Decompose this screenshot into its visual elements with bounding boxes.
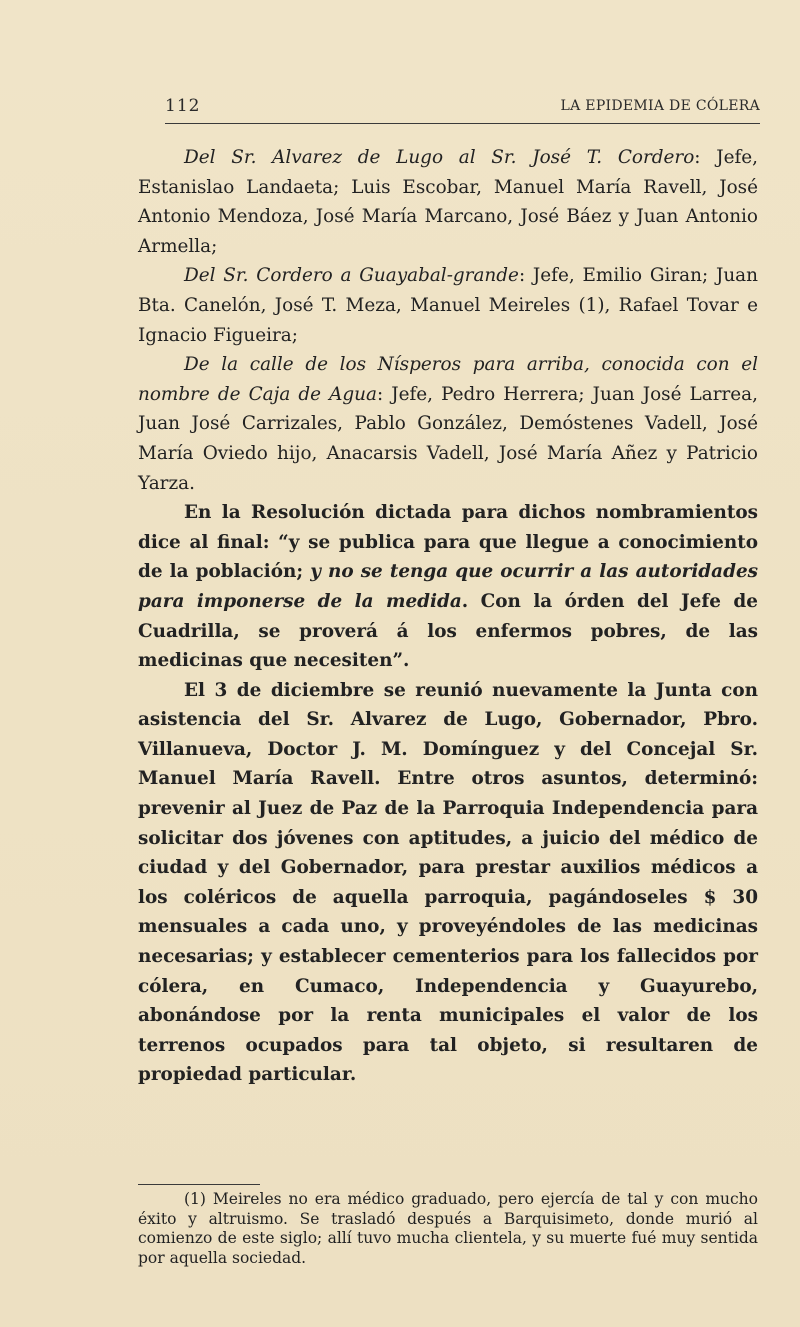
paragraph-commission-guayabal	[138, 261, 758, 350]
header-rule	[165, 123, 760, 124]
paragraph-december-meeting	[138, 676, 758, 1090]
body-text	[138, 143, 758, 1090]
page-header	[165, 90, 760, 122]
paragraph-commission-alvarez-cordero	[138, 143, 758, 261]
paragraph-heading: Del Sr. Alvarez de Lugo al Sr. José T. Cordero	[184, 147, 695, 168]
footnote	[138, 1190, 758, 1268]
paragraph-heading: De la calle de los Nísperos para arriba, conocida con el nombre de Caja de Agua	[138, 354, 758, 405]
paragraph-text: : Jefe, Emilio Giran; Juan Bta. Canelón, José T. Meza, Manuel Meireles (1), Rafael Tovar e Ignacio Figueira;	[138, 265, 758, 346]
running-title: LA EPIDEMIA DE CÓLERA	[560, 98, 760, 114]
footnote-rule	[138, 1184, 260, 1185]
paragraph-resolution	[138, 498, 758, 676]
paragraph-text: : Jefe, Estanislao Landaeta; Luis Escobar, Manuel María Ravell, José Antonio Mendoza, José María Marcano, José Báez y Juan Antonio Armella;	[138, 147, 758, 257]
paragraph-text: En la Resolución dictada para dichos nombramientos dice al final: “y se publica para que llegue a conocimiento de la población;	[138, 502, 758, 583]
footnote-text: (1) Meireles no era médico graduado, pero ejercía de tal y con mucho éxito y altruismo. Se trasladó después a Barquisimeto, donde murió al comienzo de este siglo; allí tuvo mucha clientela, y su muerte fué muy sentida por aquella sociedad.	[138, 1190, 758, 1267]
paragraph-text: El 3 de diciembre se reunió nuevamente la Junta con asistencia del Sr. Alvarez de Lugo, Gobernador, Pbro. Villanueva, Doctor J. M. Domínguez y del Concejal Sr. Manuel María Ravell. Entre otros asuntos, determinó: prevenir al Juez de Paz de la Parroquia Independencia para solicitar dos jóvenes con aptitudes, a juicio del médico de ciudad y del Gobernador, para prestar auxilios médicos a los coléricos de aquella parroquia, pagándoseles $ 30 mensuales a cada uno, y proveyéndoles de las medicinas necesarias; y establecer cementerios para los fallecidos por cólera, en Cumaco, Independencia y Guayurebo, abonándose por la renta municipales el valor de los terrenos ocupados para tal objeto, si resultaren de propiedad particular.	[138, 679, 758, 1086]
paragraph-text: : Jefe, Pedro Herrera; Juan José Larrea, Juan José Carrizales, Pablo González, Demóstenes Vadell, José María Oviedo hijo, Anacarsis Vadell, José María Añez y Patricio Yarza.	[138, 383, 758, 494]
paragraph-quote-italic: y no se tenga que ocurrir a las autoridades para imponerse de la medida	[138, 561, 758, 612]
paragraph-text: . Con la órden del Jefe de Cuadrilla, se proverá á los enfermos pobres, de las medicinas que necesiten”.	[138, 590, 758, 672]
page-number: 112	[165, 96, 201, 116]
paragraph-heading: Del Sr. Cordero a Guayabal-grande	[184, 265, 519, 287]
paragraph-commission-caja-de-agua	[138, 350, 758, 498]
